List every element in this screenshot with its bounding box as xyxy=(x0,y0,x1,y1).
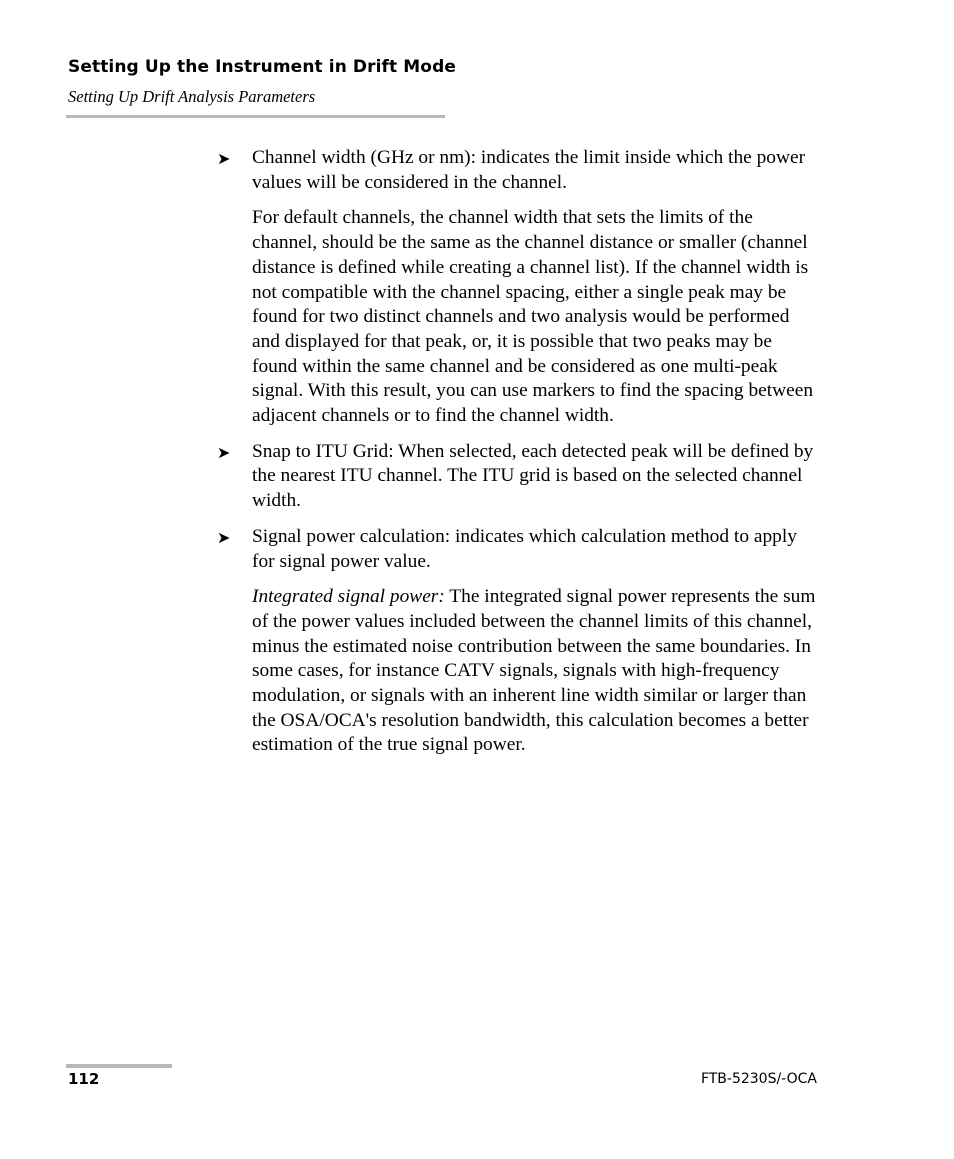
product-name: FTB-5230S/-OCA xyxy=(700,1071,817,1087)
term-label: Integrated signal power: xyxy=(252,586,445,608)
bullet-text: Channel width (GHz or nm): indicates the limit inside which the power values will be considered in the channel. xyxy=(252,147,806,193)
paragraph-channel-width: For default channels, the channel width that sets the limits of the channel, should be the same as the channel distance or smaller (channel distance is defined while creating a channel list). If the channel width is not compatible with the channel spacing, either a single peak may be found for two distinct channels and two analysis would be performed and displayed for that peak, or, it is possible that two peaks may be found within the same channel and be considered as one multi-peak signal. With this result, you can use markers to find the spacing between adjacent channels or to find the channel width. xyxy=(252,207,814,427)
arrow-bullet-icon: ➤ xyxy=(217,527,231,547)
bullet-text: Snap to ITU Grid: When selected, each detected peak will be defined by the nearest ITU channel. The ITU grid is based on the selected channel width. xyxy=(252,440,814,512)
arrow-bullet-icon: ➤ xyxy=(217,442,231,462)
arrow-bullet-icon: ➤ xyxy=(217,149,231,168)
bullet-item-channel-width xyxy=(215,146,817,195)
header-divider xyxy=(66,115,445,118)
bullet-item-snap-to-itu xyxy=(215,440,817,514)
bullet-item-signal-power xyxy=(215,525,817,574)
paragraph-integrated-power xyxy=(252,585,817,758)
body-content xyxy=(215,146,817,769)
term-description: The integrated signal power represents the sum of the power values included between the channel limits of this channel, minus the estimated noise contribution between the same boundaries. In some cases, for instance CATV signals, signals with high-frequency modulation, or signals with an inherent line width similar or larger than the OSA/OCA's resolution bandwidth, this calculation becomes a better estimation of the true signal power. xyxy=(252,586,816,756)
section-title: Setting Up the Instrument in Drift Mode xyxy=(68,57,456,77)
bullet-text: Signal power calculation: indicates which calculation method to apply for signal power value. xyxy=(252,525,797,572)
page-number: 112 xyxy=(68,1070,100,1088)
footer-divider xyxy=(66,1064,172,1068)
section-subtitle: Setting Up Drift Analysis Parameters xyxy=(68,87,316,106)
